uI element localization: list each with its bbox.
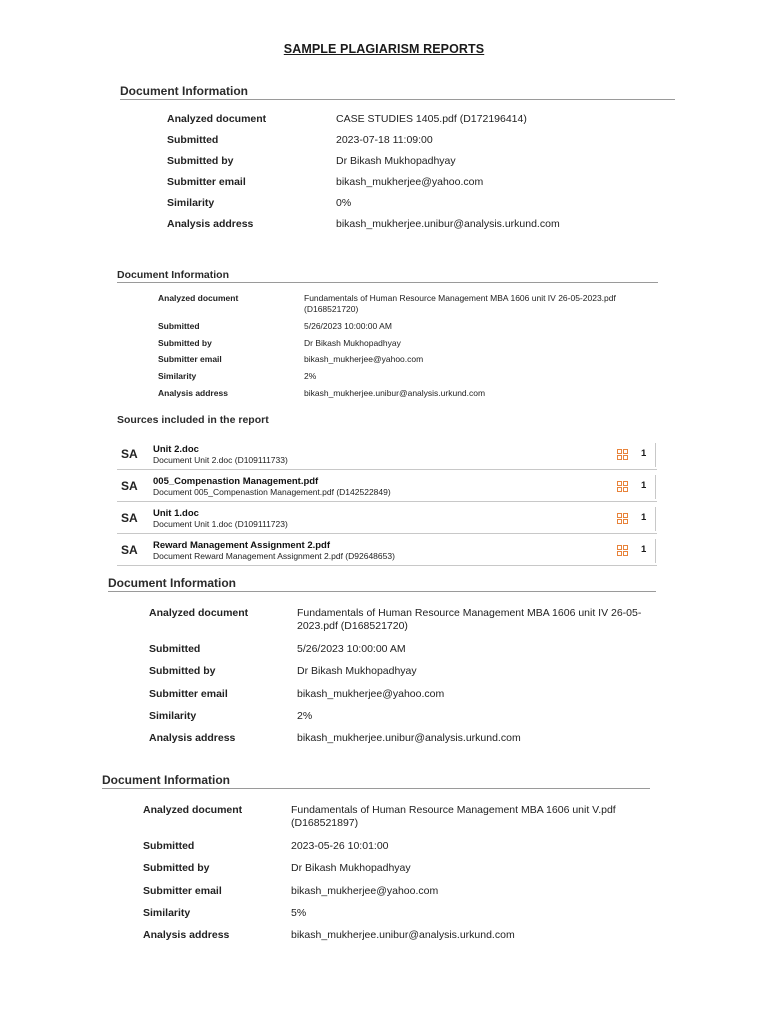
source-item[interactable]	[117, 537, 657, 566]
source-item[interactable]	[117, 473, 657, 502]
kv-key: Submitter email	[143, 885, 222, 897]
source-badge: SA	[121, 479, 138, 493]
kv-key: Submitter email	[158, 354, 222, 364]
kv-key: Similarity	[158, 371, 197, 381]
kv-value: bikash_mukherjee.unibur@analysis.urkund.com	[297, 732, 521, 744]
kv-value: 2023-05-26 10:01:00	[291, 840, 389, 852]
kv-key: Submitted by	[143, 862, 210, 874]
source-match-count: 1	[641, 480, 647, 491]
kv-key: Analyzed document	[143, 804, 243, 816]
source-badge: SA	[121, 447, 138, 461]
document-information-4	[102, 773, 650, 954]
source-item[interactable]	[117, 441, 657, 470]
document-information-1	[120, 84, 675, 230]
kv-key: Submitter email	[167, 176, 246, 188]
kv-key: Similarity	[149, 710, 197, 722]
kv-key: Analyzed document	[167, 113, 267, 125]
kv-key: Analysis address	[149, 732, 236, 744]
source-subtitle: Document Unit 1.doc (D109111723)	[153, 519, 288, 529]
kv-value: Dr Bikash Mukhopadhyay	[336, 155, 456, 167]
kv-value: bikash_mukherjee@yahoo.com	[304, 354, 424, 364]
kv-value: 2%	[297, 710, 313, 722]
kv-value: bikash_mukherjee@yahoo.com	[297, 688, 445, 700]
matches-grid-icon[interactable]	[617, 449, 628, 460]
source-title[interactable]: Unit 1.doc	[153, 508, 199, 519]
kv-value: 5/26/2023 10:00:00 AM	[297, 643, 406, 655]
sources-heading: Sources included in the report	[117, 414, 269, 426]
kv-value: 5/26/2023 10:00:00 AM	[304, 321, 392, 331]
source-title[interactable]: Reward Management Assignment 2.pdf	[153, 540, 331, 551]
document-information-2	[117, 269, 658, 407]
kv-key: Submitted by	[149, 665, 216, 677]
divider	[655, 507, 656, 531]
divider	[655, 475, 656, 499]
section-heading: Document Information	[117, 269, 658, 283]
matches-grid-icon[interactable]	[617, 481, 628, 492]
source-title[interactable]: 005_Compenastion Management.pdf	[153, 476, 319, 487]
kv-key: Submitter email	[149, 688, 228, 700]
source-subtitle: Document 005_Compenastion Management.pdf (D142522849)	[153, 487, 391, 497]
kv-value: Dr Bikash Mukhopadhyay	[291, 862, 411, 874]
kv-value: 2%	[304, 371, 317, 381]
kv-value: bikash_mukherjee@yahoo.com	[336, 176, 484, 188]
kv-value: CASE STUDIES 1405.pdf (D172196414)	[336, 113, 527, 125]
kv-key: Analysis address	[167, 218, 254, 230]
divider	[655, 443, 656, 467]
source-match-count: 1	[641, 544, 647, 555]
section-heading: Document Information	[108, 576, 656, 592]
kv-key: Analyzed document	[149, 607, 249, 619]
kv-value: 2023-07-18 11:09:00	[336, 134, 433, 146]
matches-grid-icon[interactable]	[617, 513, 628, 524]
kv-value: Dr Bikash Mukhopadhyay	[304, 338, 401, 348]
kv-value: bikash_mukherjee.unibur@analysis.urkund.com	[336, 218, 560, 230]
kv-key: Submitted	[167, 134, 219, 146]
source-subtitle: Document Reward Management Assignment 2.pdf (D92648653)	[153, 551, 395, 561]
kv-key: Submitted	[143, 840, 195, 852]
source-item[interactable]	[117, 505, 657, 534]
source-match-count: 1	[641, 448, 647, 459]
kv-value: bikash_mukherjee.unibur@analysis.urkund.com	[291, 929, 515, 941]
kv-value: Fundamentals of Human Resource Management MBA 1606 unit V.pdf (D168521897)	[291, 804, 616, 830]
kv-value: 0%	[336, 197, 352, 209]
kv-key: Analysis address	[158, 388, 228, 398]
kv-value: Fundamentals of Human Resource Management MBA 1606 unit IV 26-05-2023.pdf (D168521720)	[304, 293, 616, 314]
kv-key: Submitted by	[158, 338, 212, 348]
divider	[655, 539, 656, 563]
kv-value: bikash_mukherjee.unibur@analysis.urkund.com	[304, 388, 486, 398]
kv-value: Fundamentals of Human Resource Management MBA 1606 unit IV 26-05-2023.pdf (D168521720)	[297, 607, 642, 633]
kv-key: Analysis address	[143, 929, 230, 941]
kv-key: Similarity	[143, 907, 191, 919]
section-heading: Document Information	[102, 773, 650, 789]
kv-key: Submitted	[149, 643, 201, 655]
kv-value: Dr Bikash Mukhopadhyay	[297, 665, 417, 677]
kv-value: 5%	[291, 907, 307, 919]
source-badge: SA	[121, 511, 138, 525]
source-subtitle: Document Unit 2.doc (D109111733)	[153, 455, 288, 465]
kv-key: Submitted	[158, 321, 200, 331]
source-title[interactable]: Unit 2.doc	[153, 444, 199, 455]
source-badge: SA	[121, 543, 138, 557]
page-title: SAMPLE PLAGIARISM REPORTS	[283, 42, 485, 56]
kv-key: Analyzed document	[158, 293, 239, 303]
section-heading: Document Information	[120, 84, 675, 100]
source-match-count: 1	[641, 512, 647, 523]
document-information-3	[108, 576, 656, 757]
kv-value: bikash_mukherjee@yahoo.com	[291, 885, 439, 897]
matches-grid-icon[interactable]	[617, 545, 628, 556]
kv-key: Submitted by	[167, 155, 234, 167]
sources-section	[117, 414, 658, 566]
kv-key: Similarity	[167, 197, 215, 209]
